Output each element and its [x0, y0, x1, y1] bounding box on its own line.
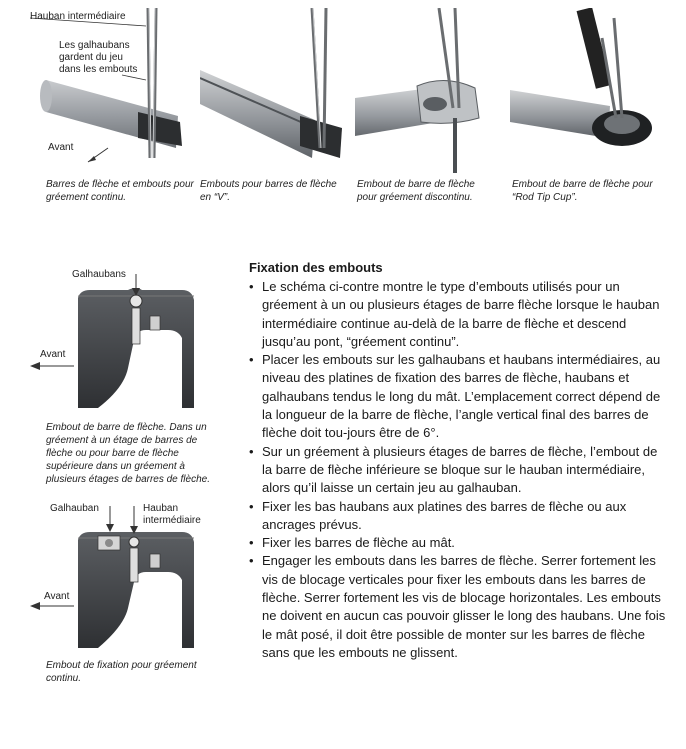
- instructions-list: [249, 278, 669, 662]
- label-avant-left1: Avant: [40, 349, 66, 360]
- label-jeu-line3: dans les embouts: [59, 64, 138, 75]
- rod-tip-cup-illustration: [510, 8, 660, 173]
- label-hauban-intermediaire: Hauban intermédiaire: [30, 11, 126, 22]
- section-title: Fixation des embouts: [249, 260, 383, 275]
- caption-figure-3: Embout de barre de flèche pour gréement discontinu.: [357, 179, 475, 203]
- label-galhauban: Galhauban: [50, 503, 99, 514]
- label-jeu-line2: gardent du jeu: [59, 52, 123, 63]
- caption-figure-2: Embouts pour barres de flèche en “V”.: [200, 179, 337, 203]
- instruction-item: • Sur un gréement à plusieurs étages de barres de flèche, l’embout de la barre de flèche inférieure se bloque sur le hauban intermédiaire, alors qu’il laisse un certain jeu au galhauban.: [249, 443, 669, 498]
- label-galhaubans: Galhaubans: [72, 269, 126, 280]
- spreader-v-illustration: [200, 8, 345, 173]
- caption-left-figure-2: Embout de fixation pour gréement continu.: [46, 660, 197, 684]
- label-avant-left2: Avant: [44, 591, 70, 602]
- instruction-item: • Placer les embouts sur les galhaubans et haubans intermédiaires, au niveau des platines de fixation des barres de flèche, haubans et galhaubans tendus le long du mât. L’emplacement correct dépend de la longueur de la barre de flèche, l’angle vertical final des barres de flèche doit tou-jours être de 6°.: [249, 351, 669, 442]
- spreader-discontinuous-illustration: [355, 8, 500, 173]
- instruction-item: • Fixer les bas haubans aux platines des barres de flèche ou aux ancrages prévus.: [249, 498, 669, 535]
- caption-figure-4: Embout de barre de flèche pour “Rod Tip Cup”.: [512, 179, 653, 203]
- label-hauban-line1: Hauban: [143, 503, 179, 514]
- figure-discontinuous-spreader: [355, 8, 500, 173]
- instruction-item: • Engager les embouts dans les barres de flèche. Serrer fortement les vis de blocage verticales pour fixer les embouts dans les barres de flèche. Serrer fortement les vis de blocage horizontales. Les embouts ne doivent en aucun cas pouvoir glisser le long des haubans. Une fois le mât posé, il doit être possible de monter sur les barres de flèche sans que les embouts ne glissent.: [249, 552, 669, 662]
- caption-left-figure-1: Embout de barre de flèche. Dans un gréement à un étage de barres de flèche ou pour barre de flèche supérieure dans un gréement à plusieurs étages de barres de flèche.: [46, 422, 210, 485]
- label-avant-top: Avant: [48, 142, 74, 153]
- instruction-item: • Fixer les barres de flèche au mât.: [249, 534, 669, 552]
- instruction-item: • Le schéma ci-contre montre le type d’embouts utilisés pour un gréement à un ou plusieurs étages de barre flèche lorsque le hauban intermédiaire continue au-delà de la barre de flèche et descend jusqu’au pont, “gréement continu”.: [249, 278, 669, 351]
- label-hauban-line2: intermédiaire: [143, 515, 201, 526]
- spreader-tip-single-illustration: [28, 268, 213, 418]
- caption-figure-1: Barres de flèche et embouts pour gréement continu.: [46, 179, 194, 203]
- label-jeu-line1: Les galhaubans: [59, 40, 130, 51]
- figure-rod-tip-cup: [510, 8, 660, 173]
- figure-spreader-tip-single: [28, 268, 213, 418]
- figure-v-spreader: [200, 8, 345, 173]
